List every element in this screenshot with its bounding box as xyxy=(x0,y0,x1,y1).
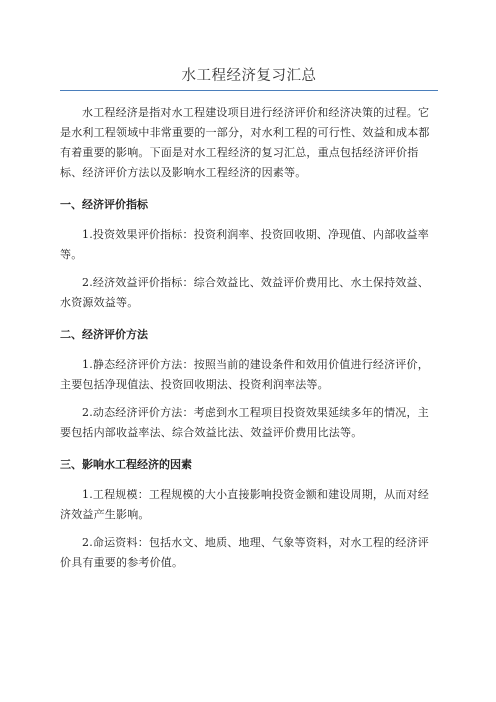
list-item: 1.投资效果评价指标：投资利润率、投资回收期、净现值、内部收益率等。 xyxy=(60,228,429,261)
section-heading: 一、经济评价指标 xyxy=(60,198,148,211)
list-item: 1.工程规模：工程规模的大小直接影响投资金额和建设周期，从而对经济效益产生影响。 xyxy=(60,488,429,521)
document-page xyxy=(60,0,438,573)
section-economic-indicators xyxy=(60,195,438,313)
list-item: 2.动态经济评价方法：考虑到水工程项目投资效果延续多年的情况，主要包括内部收益率法、综合效益比法、效益评价费用比法等。 xyxy=(60,406,429,439)
intro-paragraph: 水工程经济是指对水工程建设项目进行经济评价和经济决策的过程。它是水利工程领域中非常重要的一部分，对水利工程的可行性、效益和成本都有着重要的影响。下面是对水工程经济的复习汇总，重点包括经济评价指标、经济评价方法以及影响水工程经济的因素等。 xyxy=(60,106,430,179)
section-influencing-factors xyxy=(60,455,438,573)
list-item: 2.命运资料：包括水文、地质、地理、气象等资料，对水工程的经济评价具有重要的参考价值。 xyxy=(60,536,429,569)
section-economic-methods xyxy=(60,325,438,443)
document-title: 水工程经济复习汇总 xyxy=(181,68,317,84)
list-item: 2.经济效益评价指标：综合效益比、效益评价费用比、水土保持效益、水资源效益等。 xyxy=(60,276,429,309)
list-item: 1.静态经济评价方法：按照当前的建设条件和效用价值进行经济评价，主要包括净现值法、投资回收期法、投资利润率法等。 xyxy=(60,358,429,391)
section-heading: 三、影响水工程经济的因素 xyxy=(60,458,192,471)
section-heading: 二、经济评价方法 xyxy=(60,328,148,341)
title-underline xyxy=(60,90,438,91)
